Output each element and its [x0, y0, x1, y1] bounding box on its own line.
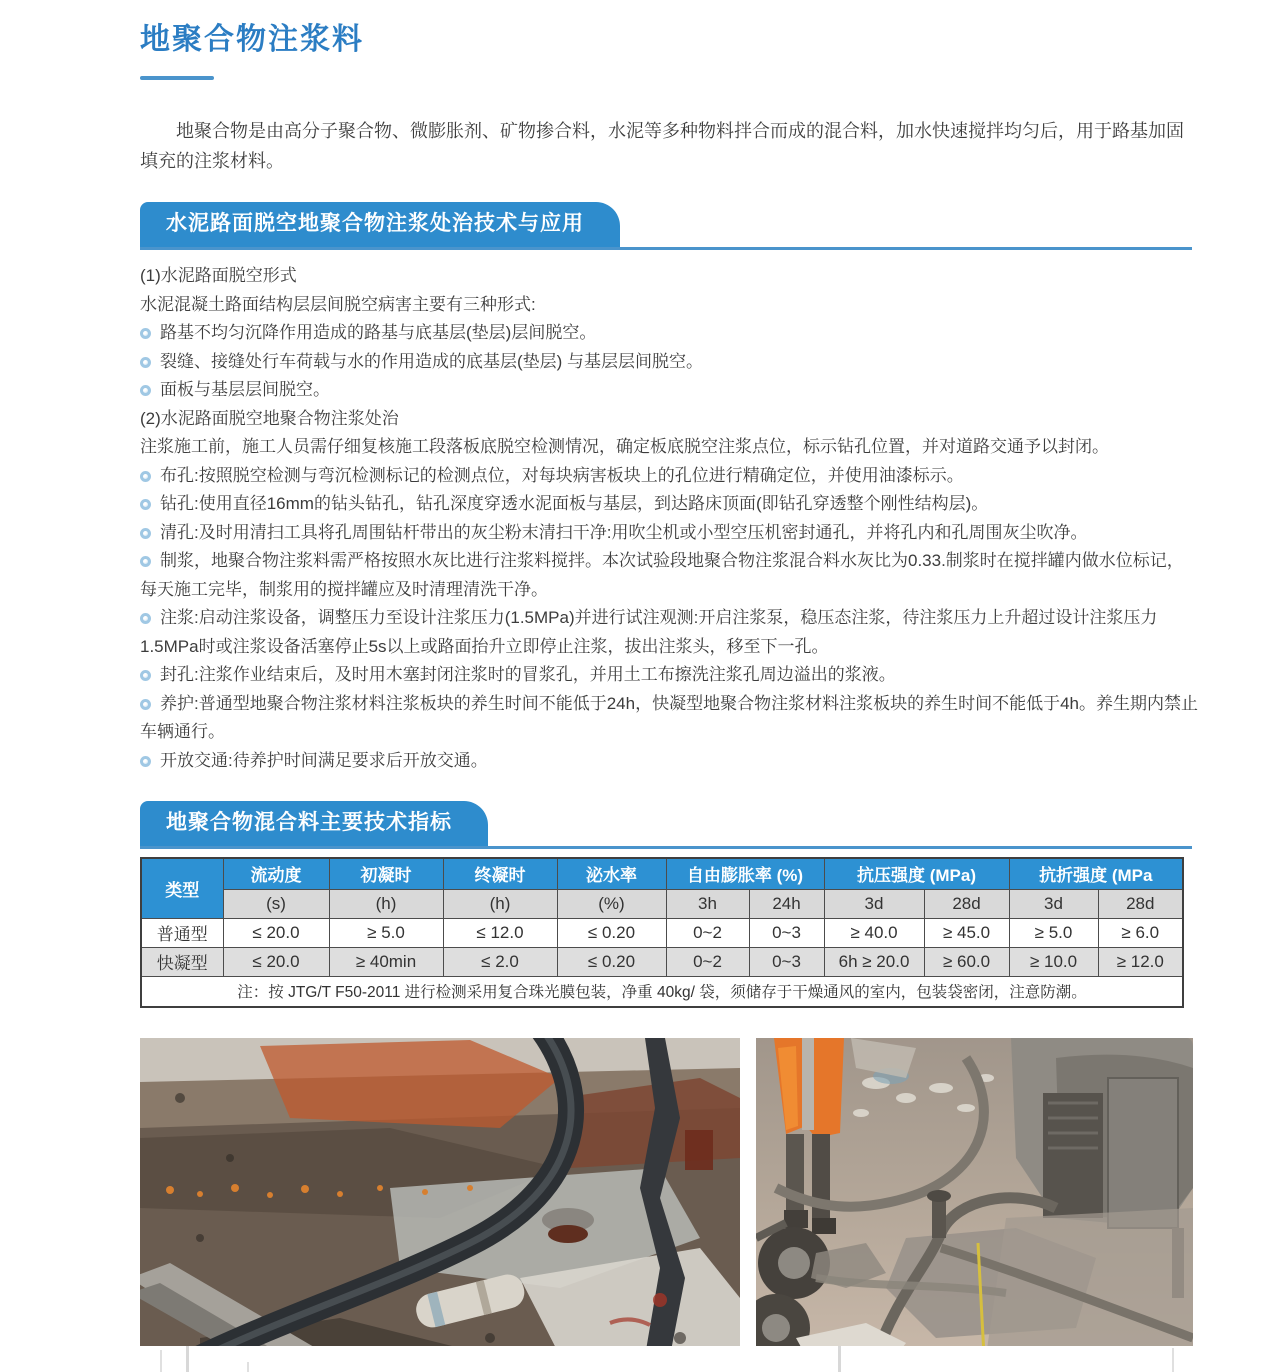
data-cell: ≥ 6.0 [1098, 918, 1183, 947]
section2-badge: 地聚合物混合料主要技术指标 [140, 801, 488, 846]
table-row [141, 918, 1183, 947]
list-item [140, 519, 1200, 548]
list-item-text: 清孔:及时用清扫工具将孔周围钻杆带出的灰尘粉末清扫干净:用吹尘机或小型空压机密封通孔，并将孔内和孔周围灰尘吹净。 [160, 522, 1088, 542]
header-cell: 流动度 [223, 858, 329, 889]
list-item-text: 封孔:注浆作业结束后，及时用木塞封闭注浆时的冒浆孔，并用土工布擦洗注浆孔周边溢出的浆液。 [160, 665, 896, 684]
artifact-line [247, 1362, 249, 1372]
data-cell: 0~2 [666, 947, 749, 976]
ring-bullet-icon [140, 385, 151, 396]
artifact-line [1172, 1348, 1174, 1372]
list-item-text: 开放交通:待养护时间满足要求后开放交通。 [160, 750, 488, 770]
list-item [140, 462, 1200, 491]
ring-bullet-icon [140, 328, 151, 339]
subheader-cell: 28d [1098, 889, 1183, 918]
list-item [140, 661, 1200, 690]
list-item [140, 348, 1200, 377]
data-cell: 0~2 [666, 918, 749, 947]
data-cell: ≤ 12.0 [443, 918, 557, 947]
subheader-cell: 28d [924, 889, 1009, 918]
list-item-text: 制浆，地聚合物注浆料需严格按照水灰比进行注浆料搅拌。本次试验段地聚合物注浆混合料水灰比为0.33.制浆时在搅拌罐内做水位标记，每天施工完毕，制浆用的搅拌罐应及时清理清洗干净。 [140, 551, 1184, 599]
subheader-cell: 3d [1009, 889, 1098, 918]
section1-header [140, 202, 1192, 250]
intro-paragraph: 地聚合物是由高分子聚合物、微膨胀剂、矿物掺合料，水泥等多种物料拌合而成的混合料，加水快速搅拌均匀后，用于路基加固填充的注浆材料。 [140, 121, 1184, 171]
header-cell: 抗折强度 (MPa [1009, 858, 1183, 889]
photo-grouting-hose-on-pavement [140, 1038, 740, 1356]
header-cell-type: 类型 [141, 858, 223, 918]
list-item [140, 490, 1200, 519]
list-item [140, 690, 1200, 747]
list-item-text: 水泥混凝土路面结构层层间脱空病害主要有三种形式: [140, 294, 536, 314]
list-item-text: 裂缝、接缝处行车荷载与水的作用造成的底基层(垫层) 与基层层间脱空。 [160, 351, 704, 371]
photo-grouting-worksite [756, 1038, 1193, 1356]
artifact-line [160, 1350, 162, 1372]
list-item [140, 547, 1200, 604]
table-note-row [141, 976, 1183, 1007]
page-bottom-strip [0, 1346, 1280, 1372]
list-item-text: (2)水泥路面脱空地聚合物注浆处治 [140, 408, 399, 428]
subheader-cell: (%) [557, 889, 666, 918]
data-cell: 6h ≥ 20.0 [824, 947, 924, 976]
data-cell: ≥ 10.0 [1009, 947, 1098, 976]
data-cell: ≥ 40min [329, 947, 443, 976]
data-cell: ≥ 45.0 [924, 918, 1009, 947]
note-cell: 注：按 JTG/T F50-2011 进行检测采用复合珠光膜包装，净重 40kg/ 袋，须储存于干燥通风的室内，包装袋密闭，注意防潮。 [141, 976, 1183, 1007]
list-item [140, 405, 1200, 434]
list-item-text: 布孔:按照脱空检测与弯沉检测标记的检测点位，对每块病害板块上的孔位进行精确定位，并使用油漆标示。 [160, 465, 964, 485]
row-label-cell: 快凝型 [141, 947, 223, 976]
photo-row [140, 1038, 1200, 1356]
data-cell: 0~3 [749, 918, 824, 947]
ring-bullet-icon [140, 699, 151, 710]
ring-bullet-icon [140, 670, 151, 681]
ring-bullet-icon [140, 528, 151, 539]
data-cell: ≥ 60.0 [924, 947, 1009, 976]
list-item-text: 钻孔:使用直径16mm的钻头钻孔，钻孔深度穿透水泥面板与基层，到达路床顶面(即钻孔穿透整个刚性结构层)。 [160, 494, 989, 513]
subheader-cell: 24h [749, 889, 824, 918]
header-cell: 初凝时 [329, 858, 443, 889]
spec-table [140, 857, 1184, 1008]
ring-bullet-icon [140, 613, 151, 624]
list-item-text: 养护:普通型地聚合物注浆材料注浆板块的养生时间不能低于24h，快凝型地聚合物注浆材料注浆板块的养生时间不能低于4h。养生期内禁止车辆通行。 [140, 693, 1198, 741]
list-item [140, 747, 1200, 776]
data-cell: 0~3 [749, 947, 824, 976]
subheader-cell: 3h [666, 889, 749, 918]
header-cell: 自由膨胀率 (%) [666, 858, 824, 889]
list-item [140, 604, 1200, 661]
ring-bullet-icon [140, 499, 151, 510]
table-row [141, 947, 1183, 976]
content-column [140, 0, 1200, 1356]
ring-bullet-icon [140, 756, 151, 767]
subheader-cell: 3d [824, 889, 924, 918]
section1-badge: 水泥路面脱空地聚合物注浆处治技术与应用 [140, 202, 620, 247]
list-item [140, 262, 1200, 291]
list-item [140, 376, 1200, 405]
subheader-cell: (s) [223, 889, 329, 918]
row-label-cell: 普通型 [141, 918, 223, 947]
data-cell: ≥ 5.0 [329, 918, 443, 947]
data-cell: ≥ 5.0 [1009, 918, 1098, 947]
data-cell: ≤ 20.0 [223, 947, 329, 976]
data-cell: ≥ 12.0 [1098, 947, 1183, 976]
page-title: 地聚合物注浆料 [140, 23, 364, 56]
data-cell: ≤ 0.20 [557, 947, 666, 976]
subheader-cell: (h) [443, 889, 557, 918]
artifact-line [186, 1346, 189, 1372]
list-item-text: 面板与基层层间脱空。 [160, 380, 330, 399]
artifact-line [838, 1346, 841, 1372]
header-cell: 泌水率 [557, 858, 666, 889]
ring-bullet-icon [140, 556, 151, 567]
list-item [140, 291, 1200, 320]
data-cell: ≤ 2.0 [443, 947, 557, 976]
data-cell: ≤ 20.0 [223, 918, 329, 947]
header-cell: 抗压强度 (MPa) [824, 858, 1009, 889]
list-item-text: (1)水泥路面脱空形式 [140, 266, 297, 285]
section1-body [140, 262, 1200, 775]
ring-bullet-icon [140, 471, 151, 482]
list-item [140, 319, 1200, 348]
subheader-cell: (h) [329, 889, 443, 918]
list-item-text: 注浆施工前，施工人员需仔细复核施工段落板底脱空检测情况，确定板底脱空注浆点位，标示钻孔位置，并对道路交通予以封闭。 [140, 437, 1109, 456]
list-item-text: 路基不均匀沉降作用造成的路基与底基层(垫层)层间脱空。 [160, 323, 597, 342]
ring-bullet-icon [140, 357, 151, 368]
data-cell: ≤ 0.20 [557, 918, 666, 947]
header-cell: 终凝时 [443, 858, 557, 889]
title-underline [140, 76, 214, 80]
list-item [140, 433, 1200, 462]
data-cell: ≥ 40.0 [824, 918, 924, 947]
section2-header [140, 801, 1192, 849]
list-item-text: 注浆:启动注浆设备，调整压力至设计注浆压力(1.5MPa)并进行试注观测:开启注浆泵，稳压态注浆，待注浆压力上升超过设计注浆压力1.5MPa时或注浆设备活塞停止5s以上或路面抬升立即停止注浆，拔出注浆头，移至下一孔。 [140, 608, 1158, 656]
